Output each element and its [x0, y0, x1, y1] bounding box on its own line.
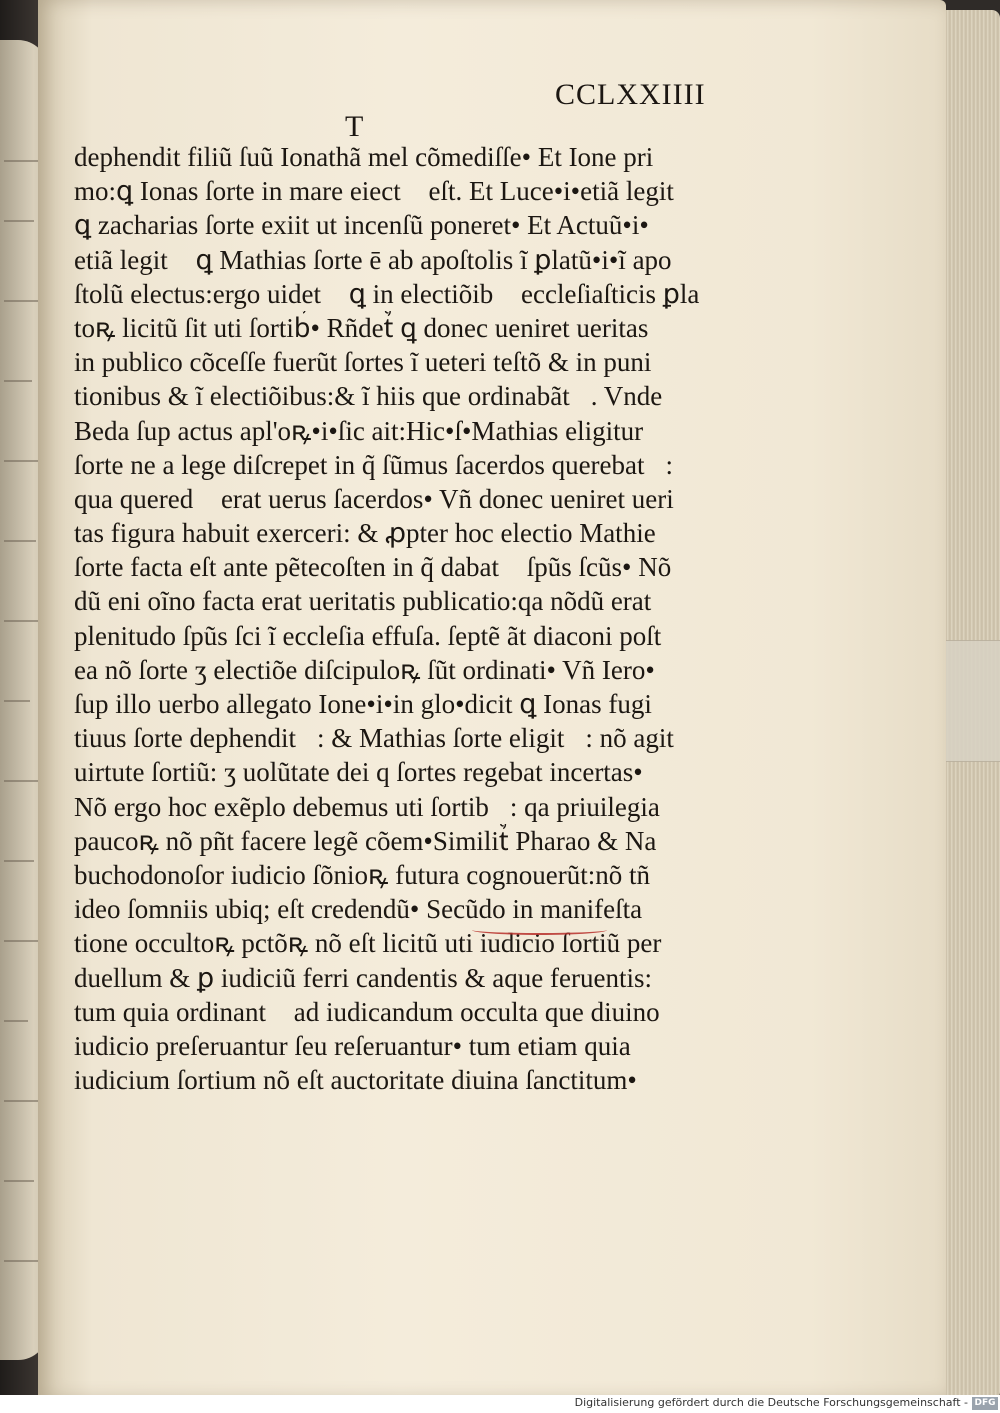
text-line: dephendit filiũ ſuũ Ionathã mel cõmediſſe• Et Ione pri [74, 142, 654, 172]
text-line: iudicium ſortium nõ eſt auctoritate diuina ſanctitum• [74, 1065, 637, 1096]
signature-mark: T [345, 110, 364, 143]
text-line: buchodonoſor iudicio ſõnioꝶ futura cognouerũt:nõ tñ [74, 859, 651, 890]
text-line: toꝶ licitũ ſit uti ſortib᷒• Rñdet᷒ ꝗ donec ueniret ueritas [74, 312, 649, 343]
text-line: uirtute ſortiũ: ʒ uolũtate dei q ſortes regebat incertas• [74, 757, 643, 788]
text-line: ſtolũ electus:ergo uidet᷒ ꝗ in electiõib᷒ eccleſiaſticis ꝑla [74, 278, 700, 309]
text-line: ſup illo uerbo allegato Ione•i•in glo•dicit ꝗ Ionas fugi [74, 689, 652, 719]
text-line: Nõ ergo hoc exẽplo debemus uti ſortib᷒: qa priuilegia [74, 791, 660, 822]
text-line: tiuus ſorte dephendit᷒: & Mathias ſorte eligit᷒: nõ agit᷒ [74, 723, 695, 754]
text-line: qua quered᷒ erat uerus ſacerdos• Vñ donec ueniret ueri [74, 483, 674, 514]
footer-credit: Digitalisierung gefördert durch die Deutsche Forschungsgemeinschaft - [574, 1396, 968, 1409]
text-line: in publico cõceſſe fuerũt ſortes ĩ ueteri teſtõ & in puni [74, 347, 652, 378]
text-line: tionibus & ĩ electiõibus:& ĩ hiis que ordinabãt᷒. Vnde [74, 381, 663, 412]
text-line: ſorte ne a lege diſcrepet in q̃ ſũmus ſacerdos querebat᷒: [74, 449, 674, 480]
text-line: etiã legit᷒ ꝗ Mathias ſorte ē ab apoſtolis ĩ ꝑlatũ•i•ĩ apo [74, 244, 672, 275]
text-line: ꝗ zacharias ſorte exiit ut incenſũ poneret• Et Actuũ•i• [74, 210, 649, 241]
text-line: dũ eni oĩno facta erat ueritatis publicatio:qa nõdũ erat [74, 586, 652, 617]
text-line: ea nõ ſorte ʒ electiõe diſcipuloꝶ ſũt ordinati• Vñ Iero• [74, 654, 655, 685]
text-line: Beda ſup actus apl'oꝶ•i•ſic ait:Hic•ſ•Mathias eligitur [74, 415, 644, 446]
text-line: mo:ꝗ Ionas ſorte in mare eiect᷒ eſt. Et Luce•i•etiã legit᷒ [74, 176, 695, 207]
folio-number: CCLXXIIII [555, 78, 706, 111]
text-line: paucoꝶ nõ pñt facere legẽ cõem•Similit᷒ Pharao & Na [74, 825, 657, 856]
text-line: duellum & ꝑ iudiciũ ferri candentis & aque feruentis: [74, 962, 652, 993]
text-line: ſorte facta eſt ante pẽtecoſten in q̃ dabat᷒ ſpũs ſcũs• Nõ [74, 552, 672, 583]
text-line: tione occultoꝶ pctõꝶ nõ eſt licitũ uti iudicio ſortiũ per [74, 928, 662, 959]
text-line: ideo ſomniis ubiq; eſt credendũ• Secũdo in manifeſta᷒ [74, 894, 664, 925]
dfg-logo: DFG [972, 1397, 998, 1410]
text-line: plenitudo ſpũs ſci ĩ eccleſia effuſa. ſeptẽ ãt diaconi poſt [74, 620, 662, 651]
red-underline [472, 925, 607, 935]
text-line: iudicio preſeruantur ſeu reſeruantur• tum etiam quia [74, 1030, 631, 1061]
body-text [74, 140, 734, 1097]
text-line: tum quia ordinant᷒ ad iudicandum occulta que diuino [74, 996, 660, 1027]
text-line: tas figura habuit exerceri: & ꝓpter hoc electio Mathie [74, 518, 656, 549]
